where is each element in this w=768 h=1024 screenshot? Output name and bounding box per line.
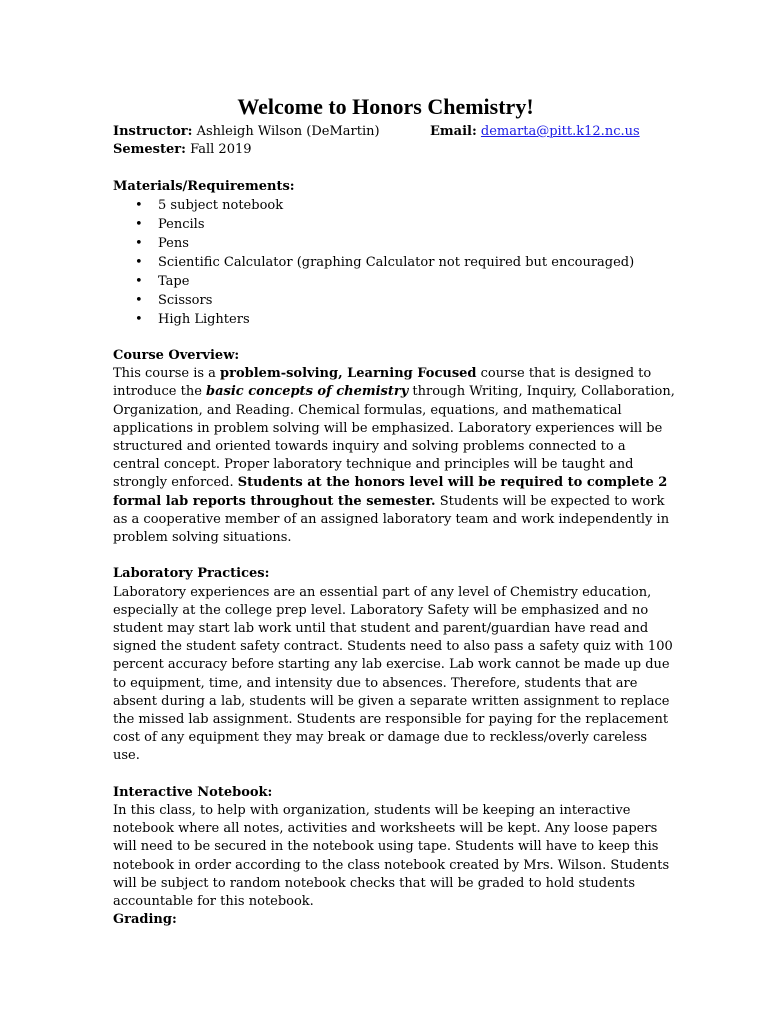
- course-overview-paragraph: This course is a problem-solving, Learning Focused course that is designed to introduce the basic concepts of chemistry through Writing, Inquiry, Collaboration, Organization, and Reading. Chemical formulas, equations, and mathematical applications in problem solving will be emphasized. Laboratory experiences will be structured and oriented towards inquiry and solving problems connected to a central concept. Proper laboratory technique and principles will be taught and strongly enforced. Students at the honors level will be required to complete 2 formal lab reports throughout the semester. Students will be expected to work as a cooperative member of an assigned laboratory team and work independently in problem solving situations.: [113, 366, 675, 546]
- instructor-name: Ashleigh Wilson (DeMartin): [196, 124, 380, 139]
- list-item: • Pens: [135, 235, 189, 251]
- instructor-label: Instructor: [113, 124, 188, 139]
- page-title: Welcome to Honors Chemistry!: [237, 94, 534, 119]
- list-item: • High Lighters: [135, 311, 250, 327]
- bullet-icon: •: [135, 235, 143, 251]
- grading-heading: Grading:: [113, 912, 177, 928]
- instructor-line: Instructor: Ashleigh Wilson (DeMartin) Email: demarta@pitt.k12.nc.us: [113, 123, 658, 141]
- notebook-paragraph: In this class, to help with organization, students will be keeping an interactive notebook where all notes, activities and worksheets will be kept. Any loose papers will need to be secured in the notebook using tape. Students will have to keep this notebook in order according to the class notebook created by Mrs. Wilson. Students will be subject to random notebook checks that will be graded to hold students accountable for this notebook.: [113, 803, 670, 910]
- list-item: • Pencils: [135, 216, 205, 232]
- semester-line: Semester: Fall 2019: [113, 142, 252, 158]
- lab-practices-heading: Laboratory Practices:: [113, 566, 270, 582]
- list-item: • Tape: [135, 273, 190, 289]
- bullet-icon: •: [135, 254, 143, 270]
- bullet-icon: •: [135, 292, 143, 308]
- email-link[interactable]: demarta@pitt.k12.nc.us: [480, 124, 640, 139]
- course-overview-heading: Course Overview:: [113, 347, 240, 363]
- materials-heading: Materials/Requirements:: [113, 178, 295, 194]
- bullet-icon: •: [135, 273, 143, 289]
- semester-label: Semester: [113, 142, 182, 158]
- email-group: Email: demarta@pitt.k12.nc.us: [430, 124, 640, 139]
- list-item: • Scissors: [135, 292, 213, 308]
- list-item: • Scientific Calculator (graphing Calculator not required but encouraged): [135, 254, 635, 270]
- bullet-icon: •: [135, 216, 143, 232]
- bullet-icon: •: [135, 197, 143, 213]
- lab-practices-paragraph: Laboratory experiences are an essential part of any level of Chemistry education, especially at the college prep level. Laboratory Safety will be emphasized and no student may start lab work until that student and parent/guardian have read and signed the student safety contract. Students need to also pass a safety quiz with 100 percent accuracy before starting any lab exercise. Lab work cannot be made up due to equipment, time, and intensity due to absences. Therefore, students that are absent during a lab, students will be given a separate written assignment to replace the missed lab assignment. Students are responsible for paying for the replacement cost of any equipment they may break or damage due to reckless/overly careless use.: [113, 584, 673, 764]
- email-label: Email: [430, 124, 472, 139]
- bullet-icon: •: [135, 311, 143, 327]
- materials-list: [113, 196, 658, 329]
- notebook-heading: Interactive Notebook:: [113, 784, 273, 800]
- semester-value: Fall 2019: [190, 142, 252, 158]
- list-item: • 5 subject notebook: [135, 197, 284, 213]
